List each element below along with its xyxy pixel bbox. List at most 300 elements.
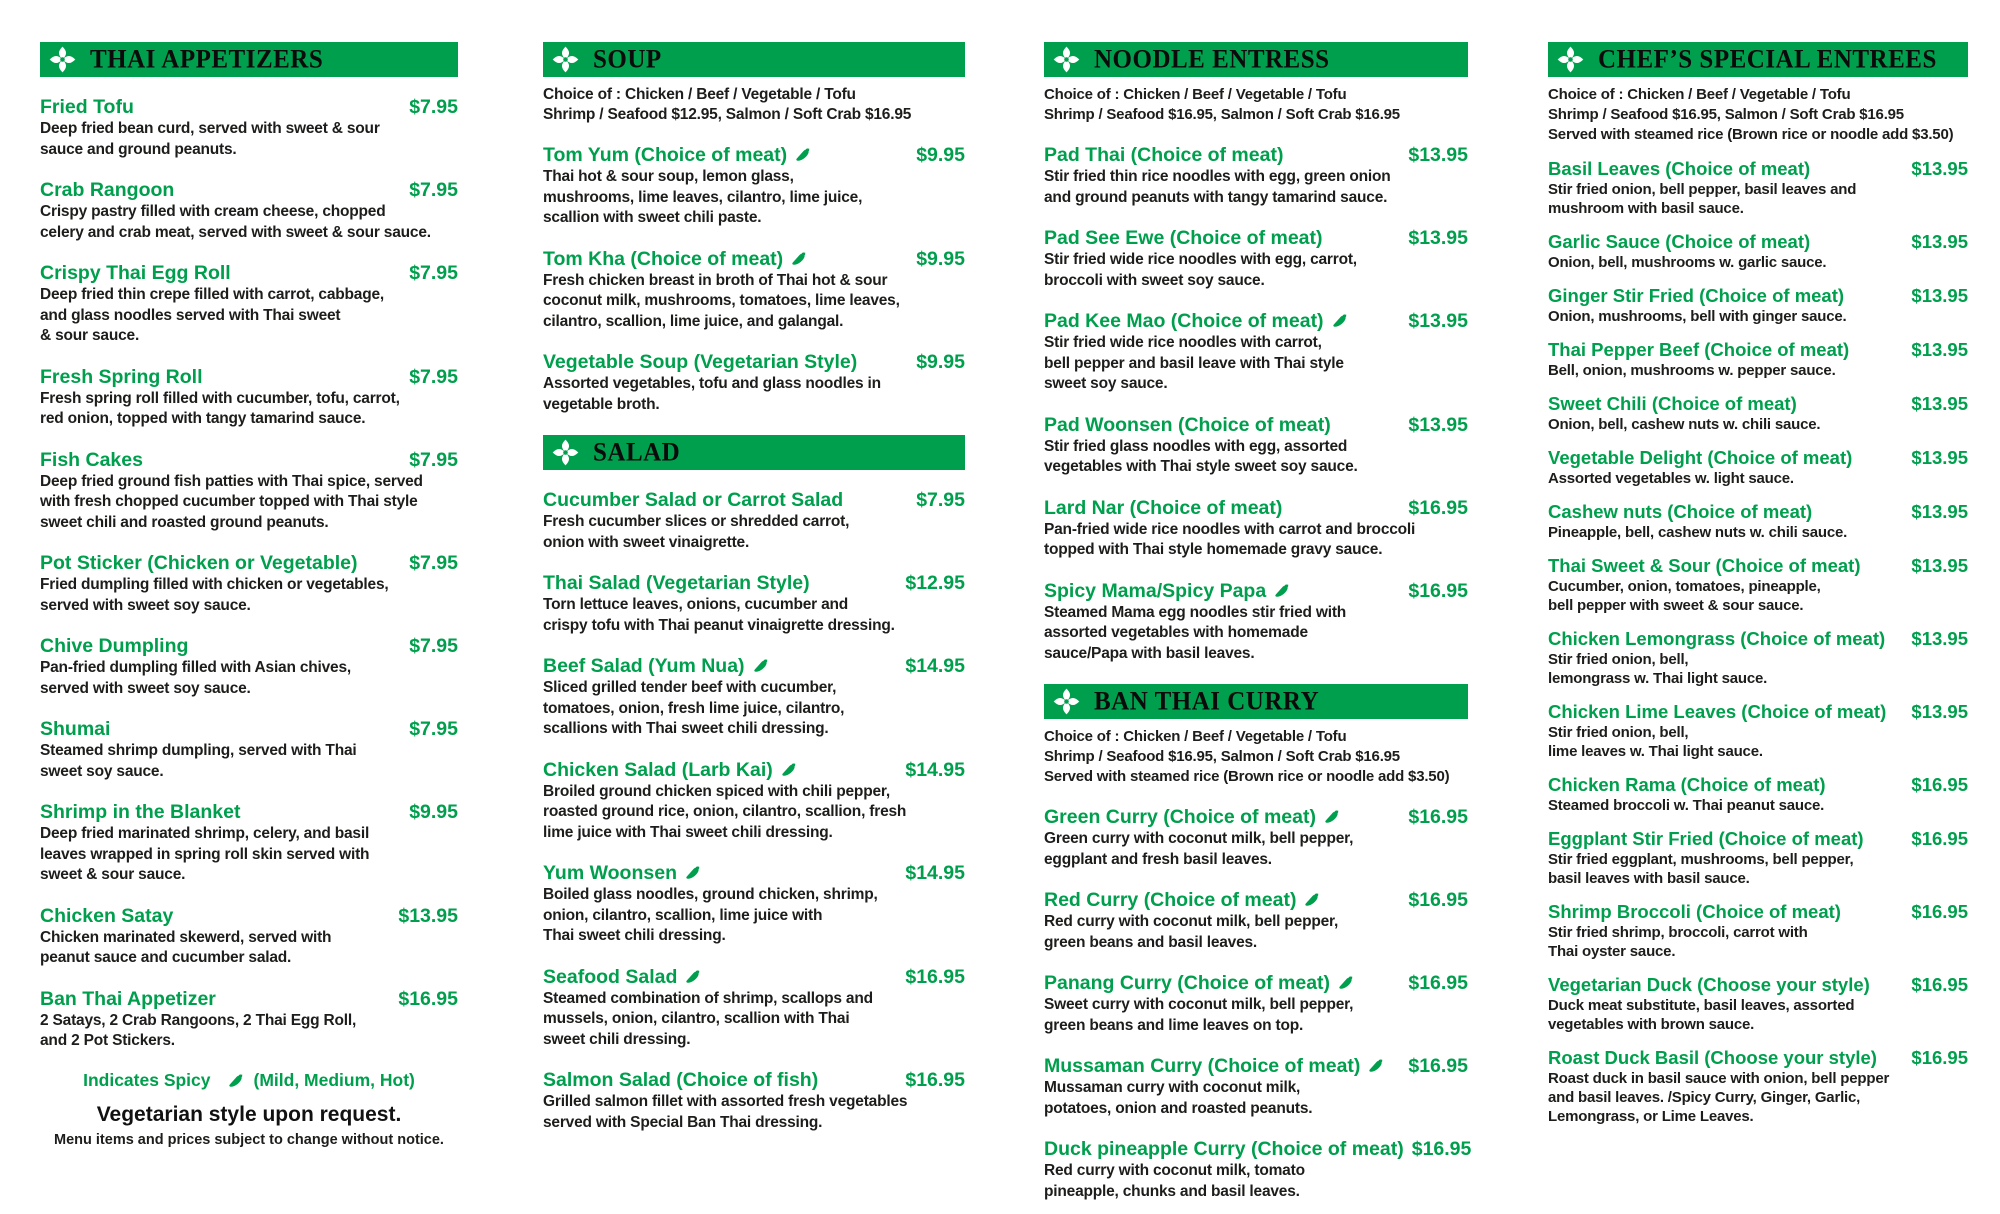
menu-column-chefs-specials [1548,42,1968,1126]
menu-item [40,552,458,616]
spicy-chili-icon [1324,809,1341,826]
item-price: $14.95 [905,655,965,677]
item-description-line: sweet soy sauce. [40,762,164,780]
item-header [1044,1138,1472,1161]
item-name: Pad Thai (Choice of meat) [1044,144,1284,166]
item-description-line: Roast duck in basil sauce with onion, bell pepper [1548,1070,1890,1087]
item-description-line: topped with Thai style homemade gravy sauce. [1044,541,1383,558]
item-description-line: tomatoes, onion, fresh lime juice, cilantro, [543,699,845,717]
spicy-chili-icon [753,658,770,675]
menu-item [1044,414,1468,478]
item-description-line: crispy tofu with Thai peanut vinaigrette dressing. [543,616,895,634]
item-description-line: Steamed combination of shrimp, scallops and [543,989,873,1007]
item-description-line: Thai sweet chili dressing. [543,927,726,944]
item-price: $13.95 [1408,413,1468,436]
item-name: Garlic Sauce (Choice of meat) [1548,231,1811,252]
menu-item [40,718,458,782]
item-header [543,1069,965,1092]
item-price: $16.95 [1911,1047,1968,1068]
item-description-line: roasted ground rice, onion, cilantro, scallion, fresh [543,803,907,820]
item-name: Spicy Mama/Spicy Papa [1044,579,1267,602]
item-name: Crab Rangoon [40,179,175,201]
menu-section [40,42,458,1052]
flower-icon [1053,688,1080,715]
item-description-line: served with sweet soy sauce. [40,679,251,697]
menu-item [543,1069,965,1133]
item-name: Chicken Satay [40,904,174,927]
item-description-line: peanut sauce and cucumber salad. [40,949,292,966]
item-description-line: cilantro, scallion, lime juice, and galangal. [543,312,844,330]
item-price: $9.95 [916,144,965,166]
item-description-line: Duck meat substitute, basil leaves, assorted [1548,997,1855,1014]
menu-section [543,42,965,415]
item-name: Seafood Salad [543,965,678,988]
item-name: Cashew nuts (Choice of meat) [1548,501,1813,522]
item-description-line: Onion, mushrooms, bell with ginger sauce. [1548,308,1847,325]
menu-item [1044,227,1468,291]
item-description-line: Sweet curry with coconut milk, bell pepper, [1044,996,1354,1013]
item-description-line: Broiled ground chicken spiced with chili pepper, [543,782,890,800]
item-description-line: Thai oyster sauce. [1548,943,1676,960]
item-description-line: Deep fried thin crepe filled with carrot, cabbage, [40,286,384,303]
item-price: $16.95 [1911,828,1968,849]
item-description-line: Stir fried shrimp, broccoli, carrot with [1548,924,1808,941]
item-name: Chive Dumpling [40,635,189,657]
item-header [40,179,458,202]
item-name: Ban Thai Appetizer [40,987,216,1010]
item-description-line: Deep fried ground fish patties with Thai spice, served [40,472,423,490]
item-description-line: Pan-fried wide rice noodles with carrot and broccoli [1044,520,1416,538]
menu-item [1548,339,1968,380]
item-description-line: & sour sauce. [40,327,140,344]
item-name: Chicken Salad (Larb Kai) [543,758,773,781]
item-description-line: Green curry with coconut milk, bell pepper, [1044,830,1354,847]
item-description-line: Fresh cucumber slices or shredded carrot, [543,513,850,530]
item-name: Fresh Spring Roll [40,365,203,388]
spicy-chili-icon [781,762,798,779]
item-name: Ginger Stir Fried (Choice of meat) [1548,285,1845,306]
section-choice-note: Shrimp / Seafood $12.95, Salmon / Soft Crab $16.95 [543,106,912,123]
item-description-line: Stir fried eggplant, mushrooms, bell pepper, [1548,851,1854,868]
item-description-line: mushroom with basil sauce. [1548,200,1744,217]
item-price: $16.95 [1408,496,1468,519]
item-description-line: served with Special Ban Thai dressing. [543,1113,823,1131]
item-description-line: Sliced grilled tender beef with cucumber, [543,679,837,696]
menu-item [543,655,965,740]
menu-item [1044,889,1468,953]
item-name: Sweet Chili (Choice of meat) [1548,393,1797,414]
item-price: $16.95 [1911,774,1968,795]
item-price: $14.95 [905,758,965,781]
menu-item [543,572,965,636]
item-name: Thai Sweet & Sour (Choice of meat) [1548,555,1861,576]
item-description-line: Stir fried wide rice noodles with egg, carrot, [1044,251,1357,268]
item-description-line: coconut milk, mushrooms, tomatoes, lime leaves, [543,292,900,309]
item-description-line: eggplant and fresh basil leaves. [1044,850,1272,868]
item-description-line: sauce and ground peanuts. [40,140,237,158]
flower-icon [552,439,579,466]
item-description-line: lime juice with Thai sweet chili dressing. [543,823,833,841]
item-description-line: Boiled glass noodles, ground chicken, shrimp, [543,886,878,903]
menu-item [1044,580,1468,665]
item-description-line: sweet & sour sauce. [40,866,186,883]
spicy-chili-icon [685,865,702,882]
item-description-line: Bell, onion, mushrooms w. pepper sauce. [1548,362,1836,379]
item-price: $13.95 [1911,701,1968,722]
item-name: Chicken Lemongrass (Choice of meat) [1548,628,1886,649]
item-header [40,988,458,1011]
item-name: Shrimp Broccoli (Choice of meat) [1548,901,1841,922]
item-header [1044,144,1468,167]
vegetarian-note: Vegetarian style upon request. [96,1102,402,1126]
item-name: Fried Tofu [40,96,134,118]
item-price: $7.95 [409,365,458,388]
section-choice-note: Served with steamed rice (Brown rice or noodle add $3.50) [1548,126,1954,143]
section-title: SOUP [593,44,662,74]
item-header [40,905,458,928]
item-name: Lard Nar (Choice of meat) [1044,496,1283,519]
item-price: $13.95 [1408,227,1468,249]
menu-item [1548,447,1968,488]
item-header [1548,628,1968,650]
item-description-line: Crispy pastry filled with cream cheese, chopped [40,203,386,220]
item-header [40,96,458,119]
item-description-line: Deep fried bean curd, served with sweet & sour [40,120,380,137]
item-header [543,489,965,512]
item-description-line: Chicken marinated skewerd, served with [40,928,332,946]
item-description-line: Deep fried marinated shrimp, celery, and basil [40,825,370,842]
menu-item [40,635,458,699]
spicy-chili-icon [1332,313,1349,330]
item-description-line: sweet soy sauce. [1044,375,1168,392]
spicy-legend-levels: (Mild, Medium, Hot) [253,1069,415,1090]
menu-section [543,435,965,1133]
item-description-line: broccoli with sweet soy sauce. [1044,271,1265,289]
item-description-line: Stir fried glass noodles with egg, assorted [1044,437,1348,455]
menu-item [1548,393,1968,434]
item-price: $12.95 [905,572,965,594]
menu-item [1044,1138,1472,1202]
item-price: $16.95 [1408,889,1468,911]
section-title: BAN THAI CURRY [1094,686,1320,716]
item-description-line: Red curry with coconut milk, tomato [1044,1162,1305,1179]
item-header [543,144,965,167]
item-description-line: Red curry with coconut milk, bell pepper, [1044,913,1339,930]
item-description-line: Assorted vegetables w. light sauce. [1548,470,1794,487]
item-price: $9.95 [916,351,965,373]
section-banner [40,42,458,77]
item-header [1548,285,1968,307]
item-price: $13.95 [1911,628,1968,649]
item-description-line: mushrooms, lime leaves, cilantro, lime juice, [543,188,863,206]
item-header [1044,414,1468,437]
spicy-chili-icon [1304,892,1321,909]
item-description-line: sweet chili dressing. [543,1030,691,1048]
menu-item [543,489,965,553]
menu-item [1548,1047,1968,1126]
menu-item [1044,806,1468,870]
section-choice-note: Shrimp / Seafood $16.95, Salmon / Soft Crab $16.95 [1548,106,1904,123]
item-header [543,966,965,989]
menu-item [1044,497,1468,561]
item-price: $13.95 [1408,310,1468,332]
section-banner [543,435,965,470]
item-name: Shumai [40,718,111,740]
item-header [40,552,458,575]
item-name: Pot Sticker (Chicken or Vegetable) [40,552,358,574]
menu-item [40,366,458,430]
item-description-line: bell pepper with sweet & sour sauce. [1548,597,1804,614]
item-description-line: potatoes, onion and roasted peanuts. [1044,1099,1313,1117]
item-description-line: Stir fried onion, bell, [1548,724,1689,741]
menu-item [40,262,458,347]
item-name: Vegetable Delight (Choice of meat) [1548,447,1853,468]
spicy-chili-icon [1368,1058,1385,1075]
item-price: $13.95 [1911,393,1968,414]
item-header [543,351,965,374]
item-name: Mussaman Curry (Choice of meat) [1044,1055,1361,1077]
item-name: Pad Woonsen (Choice of meat) [1044,413,1331,436]
item-description-line: Onion, bell, mushrooms w. garlic sauce. [1548,254,1827,271]
item-name: Salmon Salad (Choice of fish) [543,1069,819,1091]
item-description-line: served with sweet soy sauce. [40,596,251,614]
item-header [1548,701,1968,723]
item-description-line: and ground peanuts with tangy tamarind sauce. [1044,188,1388,206]
item-price: $13.95 [398,904,458,927]
item-price: $13.95 [1911,231,1968,252]
menu-item [543,862,965,947]
menu-item [1548,555,1968,615]
item-description-line: Onion, bell, cashew nuts w. chili sauce. [1548,416,1821,433]
menu-column-noodles-curry [1044,42,1472,1202]
menu-item [1044,972,1468,1036]
menu-item [1044,144,1468,208]
item-name: Green Curry (Choice of meat) [1044,806,1316,828]
item-description-line: with fresh chopped cucumber topped with Thai style [40,493,418,510]
item-name: Duck pineapple Curry (Choice of meat) [1044,1138,1404,1160]
item-description-line: green beans and lime leaves on top. [1044,1016,1304,1034]
item-name: Beef Salad (Yum Nua) [543,655,745,677]
item-description-line: Fresh chicken breast in broth of Thai hot & sour [543,271,888,289]
item-description-line: Fried dumpling filled with chicken or vegetables, [40,576,389,593]
item-header [1548,1047,1968,1069]
item-description-line: bell pepper and basil leave with Thai style [1044,354,1344,372]
item-name: Thai Salad (Vegetarian Style) [543,572,810,594]
item-description-line: assorted vegetables with homemade [1044,624,1308,641]
item-price: $13.95 [1408,144,1468,166]
menu-item [40,988,458,1052]
section-choice-note: Choice of : Chicken / Beef / Vegetable / Tofu [1044,728,1347,745]
item-description-line: Mussaman curry with coconut milk, [1044,1079,1301,1096]
item-header [1044,227,1468,250]
item-price: $16.95 [905,1069,965,1091]
menu-section [1548,42,1968,1126]
item-name: Crispy Thai Egg Roll [40,262,231,284]
item-name: Shrimp in the Blanket [40,801,241,823]
menu-section [1044,42,1468,664]
item-header [543,248,965,271]
section-choice-note: Shrimp / Seafood $16.95, Salmon / Soft Crab $16.95 [1044,106,1400,123]
menu-item [40,96,458,160]
item-description-line: Stir fried onion, bell pepper, basil leaves and [1548,181,1857,198]
item-description-line: basil leaves with basil sauce. [1548,870,1750,887]
menu-column-soup-salad [543,42,965,1133]
item-price: $7.95 [409,96,458,118]
item-description-line: Lemongrass, or Lime Leaves. [1548,1108,1754,1125]
section-title: NOODLE ENTRESS [1094,44,1330,74]
menu-item [40,905,458,969]
menu-item [1548,501,1968,542]
item-header [1548,158,1968,180]
menu-item [1548,828,1968,888]
column-footer [40,1070,458,1148]
item-price: $7.95 [409,552,458,574]
menu-item [40,179,458,243]
item-description-line: Stir fried onion, bell, [1548,651,1689,668]
item-description-line: Steamed shrimp dumpling, served with Thai [40,742,357,759]
menu-section [1044,684,1472,1202]
item-header [1548,901,1968,923]
item-price: $16.95 [1408,579,1468,602]
menu-item [543,248,965,333]
item-name: Tom Kha (Choice of meat) [543,247,784,270]
item-header [1044,497,1468,520]
item-header [1044,889,1468,912]
item-description-line: pineapple, chunks and basil leaves. [1044,1182,1300,1200]
item-description-line: Steamed broccoli w. Thai peanut sauce. [1548,797,1825,814]
item-description-line: lime leaves w. Thai light sauce. [1548,743,1763,760]
item-name: Chicken Lime Leaves (Choice of meat) [1548,701,1887,722]
item-header [543,759,965,782]
item-header [1548,447,1968,469]
section-choice-note: Shrimp / Seafood $16.95, Salmon / Soft Crab $16.95 [1044,748,1400,765]
item-description-line: and basil leaves. /Spicy Curry, Ginger, Garlic, [1548,1089,1861,1106]
section-choice-note: Choice of : Chicken / Beef / Vegetable / Tofu [1548,86,1851,103]
item-name: Pad Kee Mao (Choice of meat) [1044,310,1324,332]
menu-item [543,351,965,415]
item-name: Thai Pepper Beef (Choice of meat) [1548,339,1850,360]
item-header [40,449,458,472]
item-description-line: scallions with Thai sweet chili dressing. [543,720,829,737]
item-price: $16.95 [1411,1138,1472,1160]
item-description-line: celery and crab meat, served with sweet & sour sauce. [40,223,431,241]
item-header [40,366,458,389]
item-description-line: vegetables with Thai style sweet soy sauce. [1044,458,1358,475]
item-name: Yum Woonsen [543,862,677,884]
spicy-chili-icon [791,251,808,268]
item-price: $7.95 [409,448,458,471]
item-description-line: Assorted vegetables, tofu and glass noodles in [543,375,881,392]
item-description-line: mussels, onion, cilantro, scallion with Thai [543,1010,850,1027]
item-description-line: Stir fried wide rice noodles with carrot, [1044,334,1322,351]
section-title: THAI APPETIZERS [90,44,324,74]
item-name: Fish Cakes [40,448,143,471]
menu-item [543,144,965,229]
menu-item [1548,901,1968,961]
item-description-line: Stir fried thin rice noodles with egg, green onion [1044,168,1391,185]
price-change-notice: Menu items and prices subject to change without notice. [54,1131,444,1148]
item-price: $16.95 [1911,901,1968,922]
item-name: Vegetarian Duck (Choose your style) [1548,974,1870,995]
item-price: $7.95 [409,718,458,740]
item-price: $14.95 [905,862,965,884]
item-name: Basil Leaves (Choice of meat) [1548,158,1811,179]
item-header [1044,1055,1468,1078]
item-name: Tom Yum (Choice of meat) [543,144,788,166]
menu-item [543,966,965,1051]
item-name: Vegetable Soup (Vegetarian Style) [543,351,858,373]
spicy-legend-label: Indicates Spicy [83,1069,211,1090]
item-description-line: leaves wrapped in spring roll skin served with [40,845,370,863]
item-header [1548,828,1968,850]
item-price: $16.95 [1911,974,1968,995]
item-header [1044,580,1468,603]
section-choice-note: Choice of : Chicken / Beef / Vegetable / Tofu [1044,86,1347,103]
item-description-line: Grilled salmon fillet with assorted fresh vegetables [543,1093,908,1110]
item-header [40,262,458,285]
flower-icon [1557,46,1584,73]
item-description-line: and 2 Pot Stickers. [40,1032,175,1049]
section-choice-note: Choice of : Chicken / Beef / Vegetable / Tofu [543,86,856,103]
item-description-line: Cucumber, onion, tomatoes, pineapple, [1548,578,1821,595]
item-description-line: lemongrass w. Thai light sauce. [1548,670,1768,687]
item-price: $13.95 [1911,555,1968,576]
item-header [543,655,965,678]
item-header [1044,806,1468,829]
menu-item [40,449,458,534]
spicy-chili-icon [228,1073,245,1090]
item-header [1548,774,1968,796]
item-price: $16.95 [1408,972,1468,994]
menu-item [1548,701,1968,761]
item-price: $13.95 [1911,501,1968,522]
flower-icon [49,46,76,73]
item-description-line: vegetables with brown sauce. [1548,1016,1755,1033]
item-price: $16.95 [398,987,458,1010]
menu-column-appetizers [40,42,458,1148]
item-header [1548,555,1968,577]
spicy-chili-icon [795,147,812,164]
item-description-line: sauce/Papa with basil leaves. [1044,644,1255,662]
item-description-line: and glass noodles served with Thai sweet [40,306,341,324]
item-description-line: Steamed Mama egg noodles stir fried with [1044,603,1347,621]
item-price: $13.95 [1911,447,1968,468]
menu-item [1548,285,1968,326]
menu-item [1548,774,1968,815]
spicy-chili-icon [1274,583,1291,600]
item-price: $16.95 [1408,1055,1468,1077]
menu-item [1044,1055,1468,1119]
menu-item [1548,158,1968,218]
section-banner [1044,42,1468,77]
flower-icon [552,46,579,73]
menu-item [1548,628,1968,688]
item-price: $7.95 [409,179,458,201]
item-description-line: Thai hot & sour soup, lemon glass, [543,168,794,185]
item-header [1548,231,1968,253]
flower-icon [1053,46,1080,73]
item-header [1548,501,1968,523]
menu-item [1548,231,1968,272]
item-price: $7.95 [409,635,458,657]
menu-item [1548,974,1968,1034]
spicy-chili-icon [1338,975,1355,992]
item-name: Cucumber Salad or Carrot Salad [543,489,844,511]
item-description-line: red onion, topped with tangy tamarind sauce. [40,410,366,427]
item-description-line: Fresh spring roll filled with cucumber, tofu, carrot, [40,389,400,407]
item-name: Pad See Ewe (Choice of meat) [1044,227,1323,249]
item-description-line: vegetable broth. [543,395,660,413]
